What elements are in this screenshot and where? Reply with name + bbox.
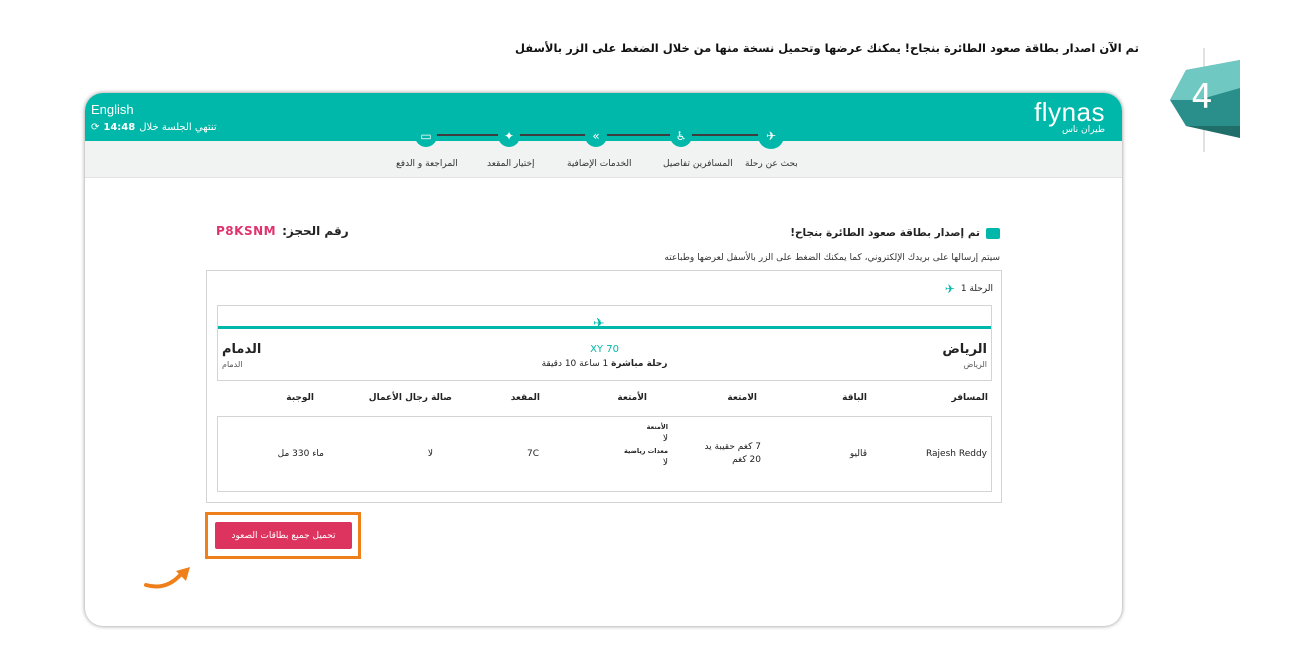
step-label-extras: الخدمات الإضافية	[567, 159, 632, 169]
flight-number: XY 70	[590, 344, 619, 355]
success-title: تم إصدار بطاقة صعود الطائرة بنجاح!	[790, 227, 1000, 239]
wallet-icon: ▭	[420, 129, 432, 143]
passenger-seat: 7C	[526, 449, 539, 459]
extras-icon: «	[592, 129, 600, 143]
booking-label: رقم الحجز:	[282, 224, 349, 238]
seat-icon: ✦	[503, 129, 515, 143]
passenger-icon: ♿	[675, 129, 687, 143]
destination-city: الدمام	[222, 342, 262, 357]
header-baggage: الامتعة	[727, 393, 757, 403]
passenger-meal: ماء 330 مل	[277, 449, 324, 459]
session-time: 14:48	[103, 122, 136, 133]
instruction-text: تم الآن اصدار بطاقة صعود الطائرة بنجاح! يمكنك عرضها وتحميل نسخة منها من خلال الضغط على الزر بالأسفل	[515, 41, 1139, 55]
step-label-search: بحث عن رحلة	[745, 159, 798, 169]
session-label: تنتهي الجلسة خلال	[139, 122, 217, 133]
baggage-checked: 20 كغم	[732, 455, 761, 465]
step-label-review: المراجعة و الدفع	[396, 159, 458, 169]
step-review-payment[interactable]	[415, 125, 437, 147]
browser-window	[85, 93, 1122, 626]
flight-label: الرحلة 1	[960, 284, 993, 294]
flight-card	[206, 270, 1002, 503]
download-boarding-passes-button[interactable]: تحميل جميع بطاقات الصعود	[215, 522, 352, 549]
step-passenger-details[interactable]	[670, 125, 692, 147]
refresh-icon[interactable]: ⟳	[91, 122, 100, 133]
step-number: 4	[1191, 77, 1213, 117]
session-timer	[91, 122, 217, 133]
flynas-logo[interactable]	[1034, 99, 1105, 135]
step-extras[interactable]	[585, 125, 607, 147]
passenger-name: Rajesh Reddy	[925, 449, 987, 459]
plane-icon: ✈	[944, 282, 955, 296]
header-lounge: صالة رجال الأعمال	[368, 393, 452, 403]
booking-code: P8KSNM	[216, 224, 277, 238]
step-label-seat: إختيار المقعد	[487, 159, 535, 169]
brand-name-arabic: طيران ناس	[1061, 125, 1105, 135]
header-extra-baggage: الأمتعة	[617, 393, 647, 403]
step-label-passengers: المسافرين تفاصيل	[663, 159, 733, 169]
plane-icon: ✈	[765, 129, 777, 143]
extra-baggage-cell: الأمتعة لا معدات رياضية لا	[624, 423, 668, 468]
step-seat[interactable]	[498, 125, 520, 147]
header-passenger: المسافر	[951, 393, 988, 403]
flight-segment	[217, 305, 992, 381]
ticket-icon	[986, 228, 1000, 239]
baggage-cabin: 7 كغم حقيبة يد	[704, 442, 761, 452]
brand-name: flynas	[1034, 97, 1105, 127]
booking-reference	[216, 224, 349, 238]
flight-header	[945, 282, 993, 296]
destination-airport: الدمام	[222, 360, 243, 369]
flight-duration: رحلة مباشرة 1 ساعة 10 دقيقة	[541, 359, 668, 369]
passenger-lounge: لا	[427, 449, 433, 459]
origin-airport: الرياض	[963, 360, 987, 369]
passenger-table-header	[217, 393, 992, 407]
header-seat: المقعد	[510, 393, 540, 403]
step-search-flight[interactable]	[758, 123, 784, 149]
passenger-bundle: ڤاليو	[849, 449, 867, 459]
language-link[interactable]: English	[91, 102, 134, 117]
email-info-text: سيتم إرسالها على بريدك الإلكتروني، كما يمكنك الضغط على الزر بالأسفل لعرضها وطباعته	[664, 253, 1000, 263]
header-bundle: الباقة	[842, 393, 867, 403]
origin-city: الرياض	[942, 342, 987, 357]
annotation-arrow-icon	[144, 565, 192, 591]
step-number-badge	[1168, 48, 1240, 152]
header-meal: الوجبة	[286, 393, 314, 403]
route-plane-icon: ✈	[593, 316, 605, 332]
table-row	[217, 416, 992, 492]
